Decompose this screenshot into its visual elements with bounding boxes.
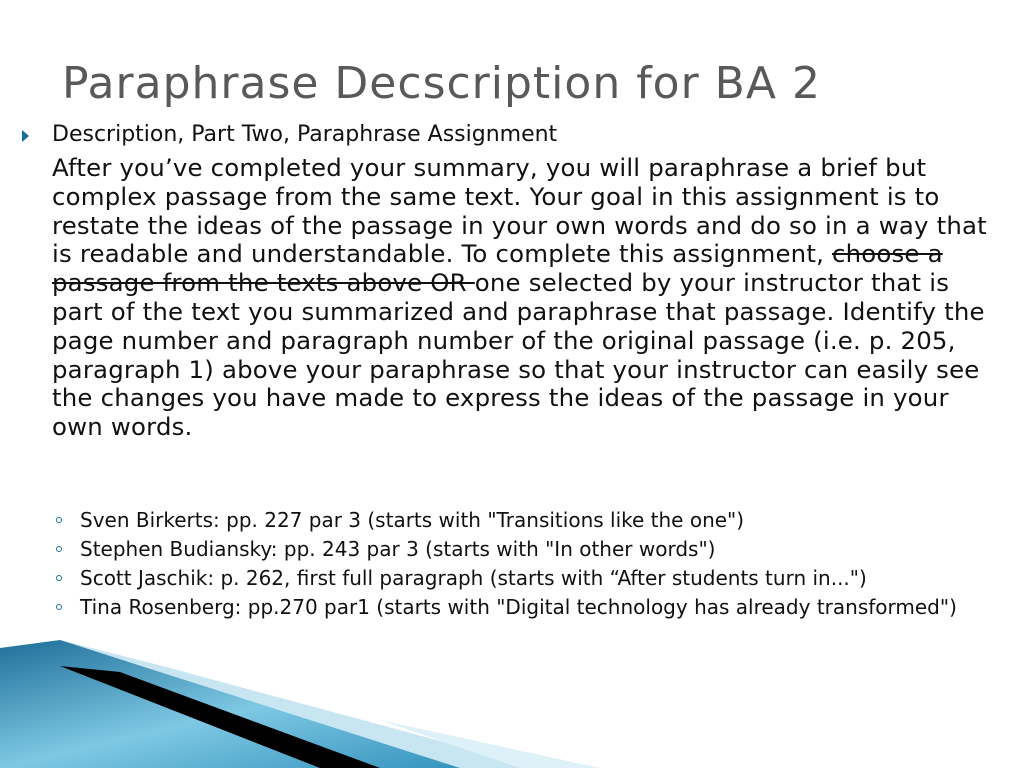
description-text: After you’ve completed your summary, you will paraphrase a brief but complex passage from the same text. Your goal in this assignment is to restate the ideas of the passage in your own words and do so in a way that is readable and understandable. To complete this assignment, [52, 153, 987, 269]
passage-jaschik: Scott Jaschik: p. 262, first full paragraph (starts with “After students turn in...") [80, 566, 867, 590]
slide-title: Paraphrase Decscription for BA 2 [62, 58, 821, 109]
ring-bullet-icon [56, 517, 62, 523]
passage-birkerts: Sven Birkerts: pp. 227 par 3 (starts with "Transitions like the one") [80, 508, 745, 532]
bullet-heading: Description, Part Two, Paraphrase Assignment [52, 122, 558, 147]
list-item [56, 537, 1006, 561]
list-item [56, 595, 1006, 619]
assignment-description [52, 154, 992, 442]
ring-bullet-icon [56, 575, 62, 581]
passage-rosenberg: Tina Rosenberg: pp.270 par1 (starts with "Digital technology has already transformed") [80, 595, 957, 619]
passage-list [56, 508, 1006, 624]
struck-out-text: choose a passage from the texts above OR [52, 239, 943, 298]
ring-bullet-icon [56, 546, 62, 552]
list-item [56, 566, 1006, 590]
triangle-arrow-icon [22, 130, 29, 142]
description-text-cont: one selected by your instructor that is part of the text you summarized and paraphrase that passage. Identify the page number and paragraph number of the original passage (i.e. p. 205, paragraph 1) above your paraphrase so that your instructor can easily see the changes you have made to express the ideas of the passage in your own words. [52, 268, 985, 442]
list-item [56, 508, 1006, 532]
ring-bullet-icon [56, 604, 62, 610]
passage-budiansky: Stephen Budiansky: pp. 243 par 3 (starts with "In other words") [80, 537, 716, 561]
